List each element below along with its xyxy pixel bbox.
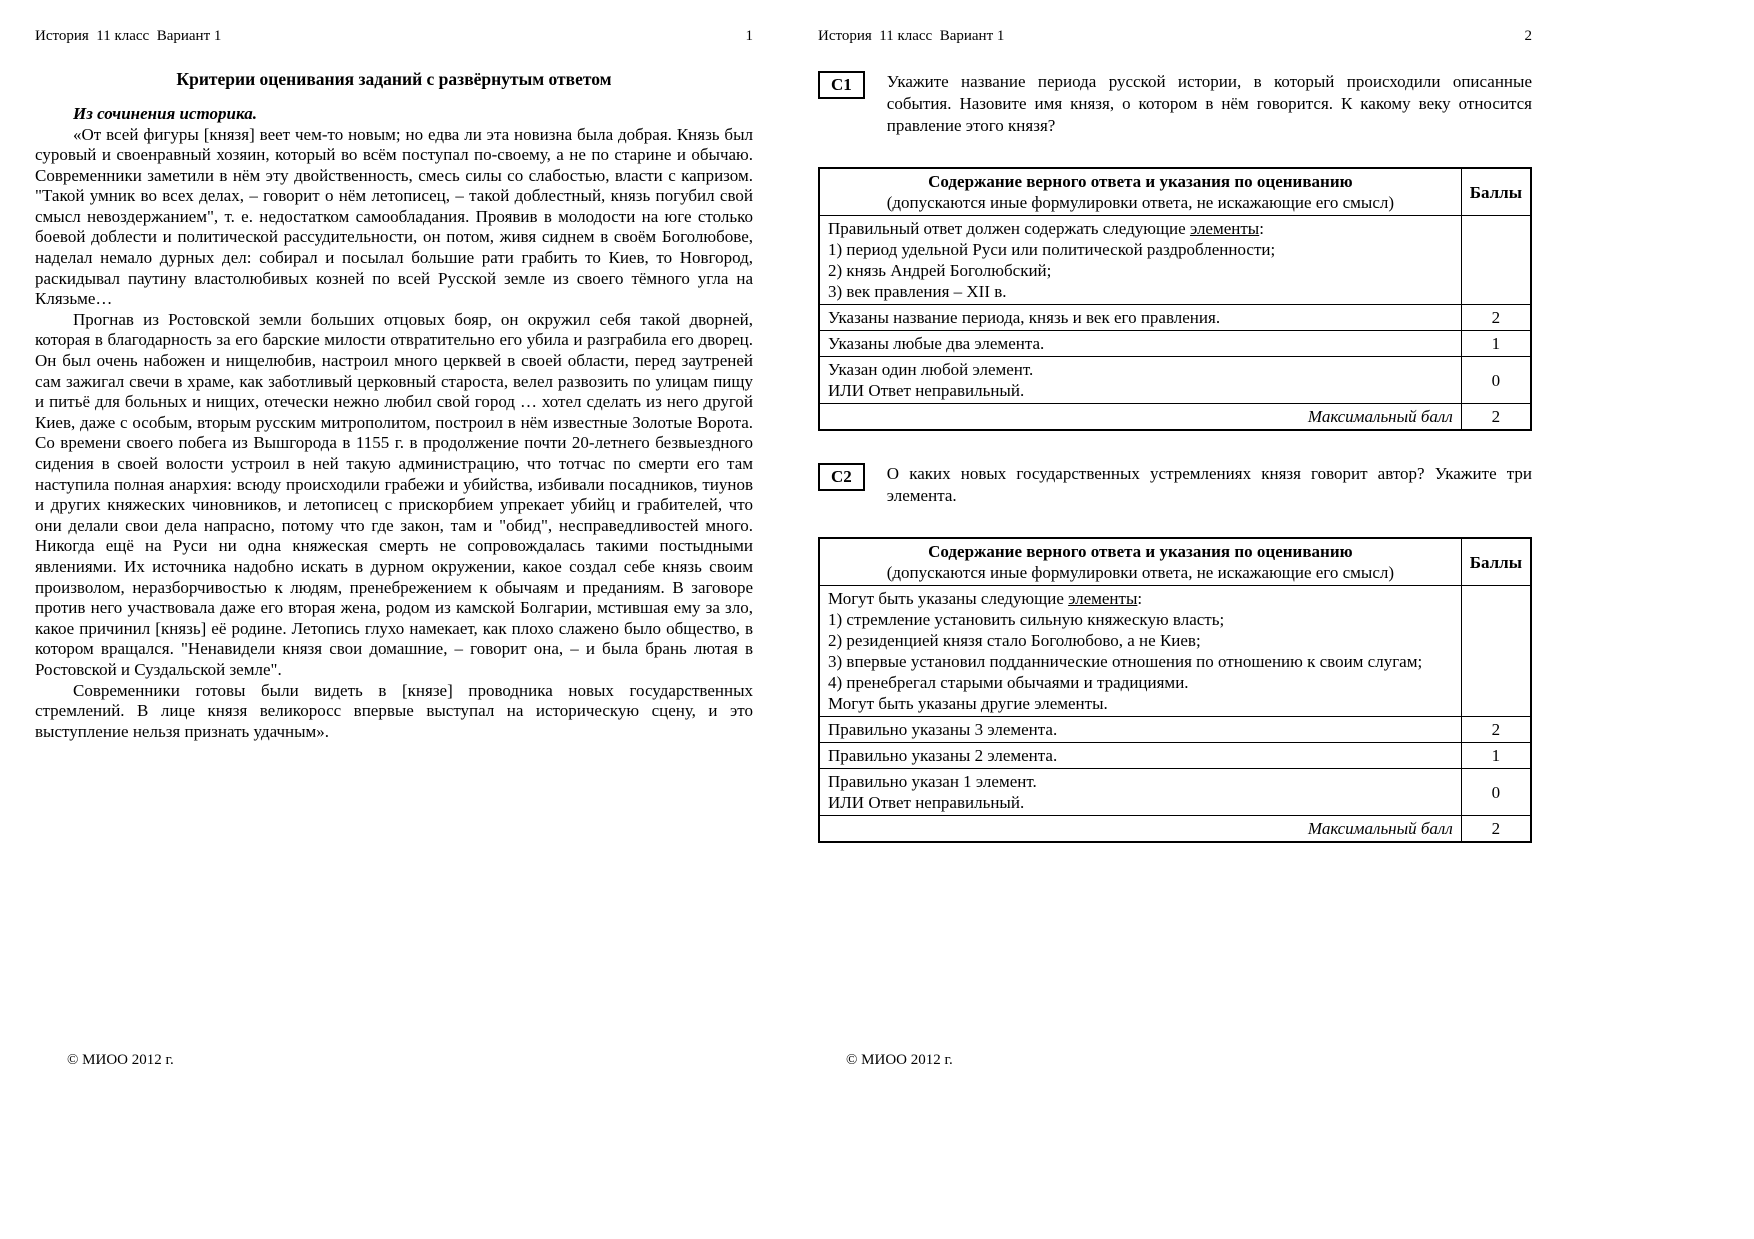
- task-text-c1: Укажите название периода русской истории, в который происходили описанные события. Назовите имя князя, о котором в нём говорится. К какому веку относится правление этого князя?: [886, 72, 1532, 135]
- page-2: [818, 28, 1532, 1218]
- criterion-text: Правильно указаны 3 элемента.: [819, 717, 1461, 743]
- answer-item: 1) стремление установить сильную княжескую власть;: [828, 610, 1225, 629]
- criterion-score: 2: [1461, 305, 1531, 331]
- running-title: История 11 класс Вариант 1: [35, 28, 222, 44]
- answer-intro-text: Правильный ответ должен содержать следующие: [828, 219, 1190, 238]
- answer-cell: [819, 586, 1461, 717]
- max-score-row: [819, 816, 1531, 843]
- table-header-content: [819, 168, 1461, 216]
- table-header-score: Баллы: [1461, 168, 1531, 216]
- answer-item: 4) пренебрегал старыми обычаями и традициями.: [828, 673, 1189, 692]
- criterion-row: [819, 357, 1531, 404]
- document-title: Критерии оценивания заданий с развёрнутым ответом: [176, 69, 612, 89]
- table-header-sub: (допускаются иные формулировки ответа, не искажающие его смысл): [886, 193, 1395, 212]
- answer-item: 1) период удельной Руси или политической раздробленности;: [828, 240, 1276, 259]
- criterion-text: [819, 357, 1461, 404]
- copyright-footer: © МИОО 2012 г.: [846, 1052, 953, 1068]
- criterion-text: Указаны название периода, князь и век его правления.: [819, 305, 1461, 331]
- max-score-row: [819, 404, 1531, 431]
- answer-cell: [819, 216, 1461, 305]
- criterion-text: [819, 769, 1461, 816]
- answer-intro-underlined: элементы: [1189, 219, 1260, 238]
- answer-intro: [828, 218, 1453, 239]
- table-header-content: [819, 538, 1461, 586]
- criterion-score: 1: [1461, 331, 1531, 357]
- task-c1: [818, 71, 1532, 137]
- page-header: [35, 28, 753, 45]
- answer-row: [819, 586, 1531, 717]
- answer-item: 2) князь Андрей Боголюбский;: [828, 261, 1052, 280]
- essay-paragraph-2: Прогнав из Ростовской земли больших отцовых бояр, он окружил себя такой дворней, которая в благодарность за его барские милости отвратительно его убила и разграбила его дворец. Он был очень набожен и нищелюбив, настроил много церквей в своей области, перед заутреней сам зажигал свечи в храме, как заботливый церковный староста, велел развозить по улицам пищу и питьё для больных и нищих, отечески нежно любил свой город … хотел сделать из него другой Киев, даже с особым, вторым русским митрополитом, построил в нём известные Золотые Ворота. Со времени своего побега из Вышгорода в 1155 г. в продолжение почти 20-летнего безвыездного сидения в своей волости устроил в ней такую администрацию, что тотчас по смерти его там наступила полная анархия: всюду происходили грабежи и убийства, избивали посадников, тиунов и других княжеских чиновников, и летописец с прискорбием упрекает убийц и грабителей, что они делали свои дела напрасно, потому что где закон, там и "обид", несправедливостей много. Никогда ещё на Руси ни одна княжеская смерть не сопровождалась такими постыдными явлениями. Их источника надобно искать в дурном окружении, какое создал себе князь своим произволом, неразборчивостью к людям, пренебрежением к обычаям и преданиям. В заговоре против него участвовала даже его вторая жена, родом из камской Болгарии, мстившая ему за зло, какое причинил [князь] её родине. Летопись глухо намекает, как плохо слажено было общество, в котором вращался. "Ненавидели князя свои домашние, – говорит она, – и была брань лютая в Ростовской и Суздальской земле".: [35, 309, 753, 679]
- criterion-row: [819, 305, 1531, 331]
- essay-paragraph-3: Современники готовы были видеть в [князе] проводника новых государственных стремлений. В лице князя великоросс впервые выступал на историческую сцену, и это выступление нельзя признать удачным».: [35, 680, 753, 741]
- max-score-label: Максимальный балл: [819, 404, 1461, 431]
- answer-row: [819, 216, 1531, 305]
- essay-paragraph-1: «От всей фигуры [князя] веет чем-то новым; но едва ли эта новизна была добрая. Князь был суровый и своенравный хозяин, который во всём поступал по-своему, а не по старине и обычаю. Современники заметили в нём эту двойственность, смесь силы со слабостью, власти с капризом. "Такой умник во всех делах, – говорит о нём летописец, – такой доблестный, князь погубил свой смысл невоздержанием", т. е. недостатком самообладания. Проявив в молодости на юге столько боевой доблести и политической рассудительности, он потом, живя сиднем в своём Боголюбове, наделал немало дурных дел: собирал и посылал большие рати грабить то Киев, то Новгород, раскидывал паутину властолюбивых козней по всей Русской земле из своего тёмного угла на Клязьме…: [35, 124, 753, 309]
- max-score-value: 2: [1461, 816, 1531, 843]
- table-header-row: [819, 168, 1531, 216]
- scoring-table-c1: [818, 167, 1532, 431]
- answer-item: 2) резиденцией князя стало Боголюбово, а не Киев;: [828, 631, 1201, 650]
- criterion-row: [819, 717, 1531, 743]
- answer-score-cell: [1461, 216, 1531, 305]
- table-header-main: Содержание верного ответа и указания по оцениванию: [928, 172, 1353, 191]
- table-header-row: [819, 538, 1531, 586]
- criterion-line-1: Указан один любой элемент.: [828, 360, 1034, 379]
- max-score-value: 2: [1461, 404, 1531, 431]
- criterion-score: 0: [1461, 357, 1531, 404]
- page-1: [35, 28, 753, 1218]
- page-number: 2: [1524, 28, 1532, 44]
- answer-intro-underlined: элементы: [1068, 589, 1138, 608]
- max-score-label: Максимальный балл: [819, 816, 1461, 843]
- task-label-c2: С2: [818, 463, 865, 491]
- answer-intro-colon: :: [1259, 219, 1264, 238]
- criterion-line-2: ИЛИ Ответ неправильный.: [828, 793, 1025, 812]
- criterion-line-2: ИЛИ Ответ неправильный.: [828, 381, 1025, 400]
- criterion-row: [819, 769, 1531, 816]
- task-label-c1: С1: [818, 71, 865, 99]
- table-header-main: Содержание верного ответа и указания по оцениванию: [928, 542, 1353, 561]
- criterion-line-1: Правильно указан 1 элемент.: [828, 772, 1037, 791]
- answer-intro: [828, 588, 1453, 609]
- answer-outro: Могут быть указаны другие элементы.: [828, 694, 1108, 713]
- copyright-footer: © МИОО 2012 г.: [67, 1052, 174, 1068]
- answer-intro-colon: :: [1137, 589, 1143, 608]
- criterion-score: 2: [1461, 717, 1531, 743]
- page-header: [818, 28, 1532, 45]
- answer-score-cell: [1461, 586, 1531, 717]
- criterion-score: 1: [1461, 743, 1531, 769]
- answer-intro-text: Могут быть указаны следующие: [828, 589, 1069, 608]
- essay-source-heading: Из сочинения историка.: [73, 104, 257, 123]
- answer-item: 3) век правления – XII в.: [828, 282, 1007, 301]
- task-text-c2: О каких новых государственных устремлениях князя говорит автор? Укажите три элемента.: [886, 464, 1532, 505]
- table-header-score: Баллы: [1461, 538, 1531, 586]
- page-number: 1: [745, 28, 753, 44]
- table-header-sub: (допускаются иные формулировки ответа, не искажающие его смысл): [886, 563, 1395, 582]
- criterion-row: [819, 331, 1531, 357]
- criterion-score: 0: [1461, 769, 1531, 816]
- running-title: История 11 класс Вариант 1: [818, 28, 1005, 44]
- criterion-row: [819, 743, 1531, 769]
- criterion-text: Указаны любые два элемента.: [819, 331, 1461, 357]
- task-c2: [818, 463, 1532, 507]
- criterion-text: Правильно указаны 2 элемента.: [819, 743, 1461, 769]
- scoring-table-c2: [818, 537, 1532, 843]
- answer-item: 3) впервые установил подданнические отношения по отношению к своим слугам;: [828, 652, 1423, 671]
